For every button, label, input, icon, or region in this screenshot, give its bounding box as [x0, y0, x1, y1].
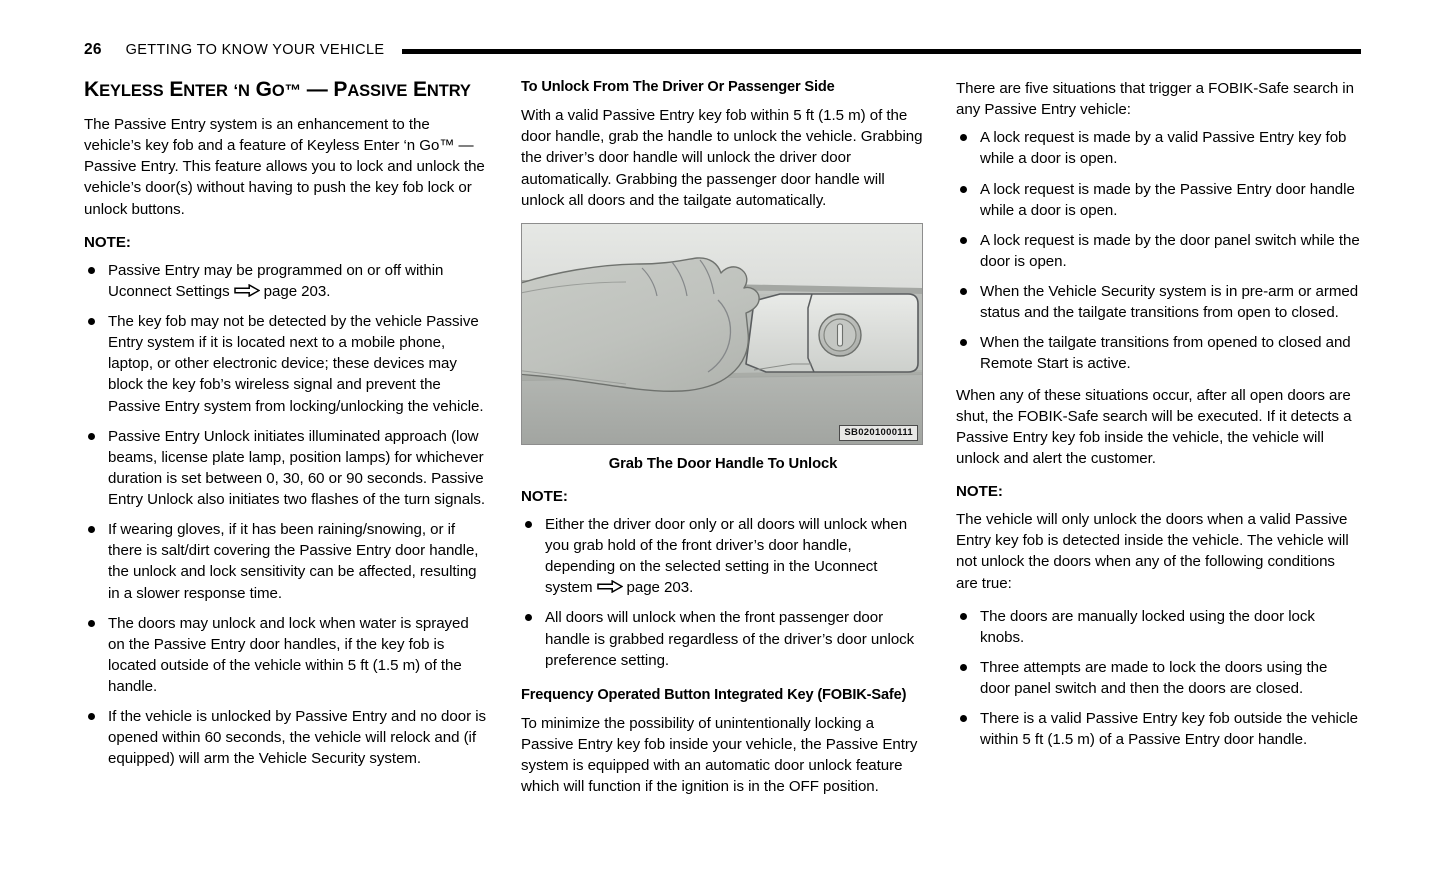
heading-smallcaps: ‘N — [233, 82, 250, 100]
bullet-text: If wearing gloves, if it has been raining/snowing, or if there is salt/dirt covering the Passive Entry door handle, the unlock and lock sensitivity can be affected, resulting in a slower response time. — [108, 521, 479, 602]
list-item — [84, 426, 488, 511]
bullet-dot-icon — [960, 186, 967, 193]
illustration-id-label: SB0201000111 — [839, 425, 918, 440]
bullet-dot-icon — [88, 318, 95, 325]
note-paragraph: The vehicle will only unlock the doors when a valid Passive Entry key fob is detected inside the vehicle. The vehicle will not unlock the doors when any of the following conditions are true: — [956, 511, 1349, 592]
bullet-dot-icon — [960, 237, 967, 244]
bullet-text: All doors will unlock when the front passenger door handle is grabbed regardless of the driver’s door unlock preference setting. — [545, 609, 915, 669]
bullet-text: If the vehicle is unlocked by Passive Entry and no door is opened within 60 seconds, the vehicle will relock and (if equipped) will arm the Vehicle Security system. — [108, 708, 487, 768]
bullet-dot-icon — [960, 664, 967, 671]
bullet-text-after: page 203. — [626, 579, 694, 597]
bullet-text: A lock request is made by a valid Passive Entry key fob while a door is open. — [980, 129, 1347, 168]
list-item — [956, 127, 1360, 169]
three-column-body — [84, 78, 1366, 848]
column-3 — [956, 78, 1360, 848]
bullet-text: When the Vehicle Security system is in pre-arm or armed status and the tailgate transitions from open to closed. — [980, 283, 1359, 322]
unlock-paragraph: With a valid Passive Entry key fob within 5 ft (1.5 m) of the door handle, grab the handle to unlock the vehicle. Grabbing the driver’s door handle will unlock the driver door automatically. Grabbing the passenger door handle will unlock all doors and the tailgate automatically. — [521, 107, 923, 209]
running-header — [84, 38, 1361, 62]
column-1 — [84, 78, 488, 848]
intro-paragraph: The Passive Entry system is an enhancement to the vehicle’s key fob and a feature of Keyless Enter ‘n Go™ — Passive Entry. This feature allows you to lock and unlock the vehicle’s door(s) without having to push the key fob lock or unlock buttons. — [84, 116, 485, 218]
bullet-dot-icon — [88, 433, 95, 440]
bullet-text: There is a valid Passive Entry key fob outside the vehicle within 5 ft (1.5 m) of a Passive Entry door handle. — [980, 710, 1358, 749]
note-bullet-list — [521, 514, 925, 671]
arrow-right-icon — [597, 580, 623, 593]
list-item — [956, 606, 1360, 648]
list-item — [956, 230, 1360, 272]
note-label: NOTE: — [521, 487, 568, 505]
section-heading — [84, 78, 488, 101]
heading-char: P — [333, 78, 348, 101]
heading-char: K — [84, 78, 100, 101]
bullet-text: The key fob may not be detected by the vehicle Passive Entry system if it is located next to a mobile phone, laptop, or other electronic device; these devices may block the key fob’s wireless signal and prevent the Passive Entry system from locking/unlocking the vehicle. — [108, 313, 484, 415]
bullet-text: A lock request is made by the door panel switch while the door is open. — [980, 231, 1360, 270]
column-2 — [521, 78, 925, 848]
list-item — [84, 260, 488, 302]
bullet-text: Either the driver door only or all doors will unlock when you grab hold of the front driver’s door handle, depending on the selected setting in the Uconnect system — [545, 515, 908, 597]
bullet-dot-icon — [525, 521, 532, 528]
list-item — [956, 281, 1360, 323]
list-item — [84, 311, 488, 417]
heading-char: G — [255, 78, 272, 101]
bullet-dot-icon — [960, 715, 967, 722]
heading-char: E — [413, 78, 427, 101]
heading-smallcaps: NTER — [183, 82, 228, 100]
heading-smallcaps: O™ — [271, 82, 301, 100]
bullet-dot-icon — [525, 614, 532, 621]
bullet-dot-icon — [960, 339, 967, 346]
arrow-right-icon — [234, 284, 260, 297]
subsection-heading-fobik-safe: Frequency Operated Button Integrated Key (FOBIK-Safe) — [521, 686, 907, 703]
subsection-heading-unlock-driver-passenger: To Unlock From The Driver Or Passenger Side — [521, 79, 835, 95]
list-item — [521, 514, 925, 599]
heading-smallcaps: NTRY — [426, 82, 471, 100]
fobik-summary-paragraph: When any of these situations occur, after all open doors are shut, the FOBIK-Safe search will be executed. If it detects a Passive Entry key fob inside the vehicle, the vehicle will unlock and alert the customer. — [956, 386, 1352, 467]
bullet-text: Passive Entry Unlock initiates illuminated approach (low beams, license plate lamp, position lamps) for whichever duration is set between 0, 30, 60 or 90 seconds. Passive Entry Unlock also initiates two flashes of the turn signals. — [108, 427, 486, 509]
heading-smallcaps: ASSIVE — [347, 82, 408, 100]
bullet-dot-icon — [960, 134, 967, 141]
heading-char: E — [169, 78, 184, 101]
bullet-text: Three attempts are made to lock the doors using the door panel switch and then the doors are closed. — [980, 658, 1328, 697]
bullet-text: A lock request is made by the Passive Entry door handle while a door is open. — [980, 180, 1355, 219]
heading-dash: — — [306, 78, 328, 101]
note-label: NOTE: — [84, 233, 131, 251]
fobik-paragraph: To minimize the possibility of unintentionally locking a Passive Entry key fob inside your vehicle, the Passive Entry system is equipped with an automatic door unlock feature which will function if the ignition is in the OFF position. — [521, 715, 918, 796]
figure-door-handle — [521, 223, 923, 445]
bullet-dot-icon — [88, 713, 95, 720]
fobik-intro-paragraph: There are five situations that trigger a FOBIK-Safe search in any Passive Entry vehicle: — [956, 80, 1354, 119]
list-item — [84, 519, 488, 604]
page-number: 26 — [84, 41, 102, 59]
fobik-trigger-bullet-list — [956, 127, 1360, 374]
bullet-dot-icon — [960, 613, 967, 620]
figure-caption: Grab The Door Handle To Unlock — [608, 455, 838, 472]
bullet-text: When the tailgate transitions from opened to closed and Remote Start is active. — [980, 334, 1351, 373]
list-item — [956, 179, 1360, 221]
bullet-text: Passive Entry may be programmed on or off within Uconnect Settings — [108, 261, 444, 300]
header-rule — [402, 49, 1361, 54]
bullet-text: The doors are manually locked using the door lock knobs. — [980, 607, 1315, 646]
bullet-dot-icon — [88, 526, 95, 533]
note-label: NOTE: — [956, 483, 1003, 500]
bullet-text: The doors may unlock and lock when water is sprayed on the Passive Entry door handles, if the key fob is located outside of the vehicle within 5 ft (1.5 m) of the handle. — [108, 614, 469, 696]
list-item — [956, 332, 1360, 374]
list-item — [956, 657, 1360, 699]
illustration-grab-door-handle — [521, 223, 923, 445]
heading-smallcaps: EYLESS — [99, 82, 164, 100]
bullet-dot-icon — [88, 620, 95, 627]
bullet-text-after: page 203. — [263, 282, 331, 300]
no-unlock-conditions-bullet-list — [956, 606, 1360, 751]
header-chapter-title: GETTING TO KNOW YOUR VEHICLE — [125, 41, 385, 58]
list-item — [84, 613, 488, 698]
list-item — [84, 706, 488, 769]
list-item — [956, 708, 1360, 750]
bullet-dot-icon — [88, 267, 95, 274]
note-bullet-list — [84, 260, 488, 770]
bullet-dot-icon — [960, 288, 967, 295]
list-item — [521, 607, 925, 670]
